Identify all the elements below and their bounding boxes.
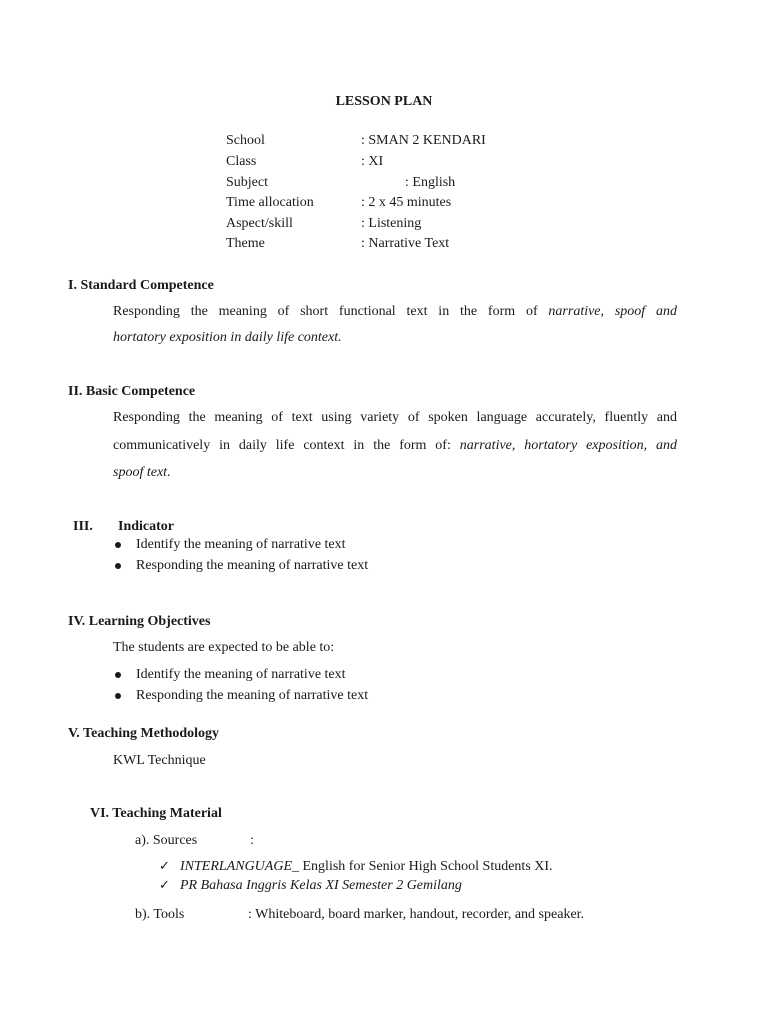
document-title: LESSON PLAN bbox=[335, 94, 433, 109]
checkmark-icon: ✓ bbox=[159, 859, 170, 874]
bullet-icon bbox=[115, 693, 121, 699]
basic-competence-line-1: Responding the meaning of text using variety of spoken language accurately, fluently and bbox=[113, 410, 677, 425]
sources-label: a). Sources bbox=[135, 833, 198, 848]
section-heading-teaching-methodology: V. Teaching Methodology bbox=[68, 726, 220, 741]
info-label-school: School bbox=[226, 133, 265, 148]
bullet-icon bbox=[115, 672, 121, 678]
standard-competence-text-types: narrative, spoof and bbox=[548, 304, 677, 319]
bullet-icon bbox=[115, 563, 121, 569]
standard-competence-line-2: hortatory exposition in daily life context. bbox=[113, 330, 342, 345]
basic-competence-period: . bbox=[167, 465, 171, 480]
basic-competence-text-type-last: spoof text bbox=[113, 465, 168, 480]
tools-label: b). Tools bbox=[135, 907, 185, 922]
source-item-1-title: INTERLANGUAGE bbox=[180, 859, 292, 874]
basic-competence-text-types: narrative, hortatory exposition, and bbox=[459, 438, 678, 453]
standard-competence-text: Responding the meaning of short functional text in the form of bbox=[113, 304, 538, 319]
learning-objective-item-2: Responding the meaning of narrative text bbox=[136, 688, 369, 703]
basic-competence-text: communicatively in daily life context in the form of: bbox=[113, 438, 451, 453]
info-value-class: : XI bbox=[361, 154, 384, 169]
section-heading-teaching-material: VI. Teaching Material bbox=[90, 806, 222, 821]
section-numeral-indicator: III. bbox=[73, 519, 93, 534]
info-label-aspect-skill: Aspect/skill bbox=[226, 216, 293, 231]
info-label-time-allocation: Time allocation bbox=[226, 195, 314, 210]
info-value-subject: : English bbox=[405, 175, 456, 190]
info-label-theme: Theme bbox=[226, 236, 265, 251]
info-value-time-allocation: : 2 x 45 minutes bbox=[361, 195, 452, 210]
info-value-aspect-skill: : Listening bbox=[361, 216, 422, 231]
info-value-theme: : Narrative Text bbox=[361, 236, 450, 251]
sources-colon: : bbox=[250, 833, 254, 848]
info-value-school: : SMAN 2 KENDARI bbox=[361, 133, 486, 148]
info-label-class: Class bbox=[226, 154, 257, 169]
checkmark-icon: ✓ bbox=[159, 878, 170, 893]
standard-competence-line-1 bbox=[113, 303, 677, 321]
learning-objective-item-1: Identify the meaning of narrative text bbox=[136, 667, 346, 682]
indicator-item-2: Responding the meaning of narrative text bbox=[136, 558, 369, 573]
section-heading-basic-competence: II. Basic Competence bbox=[68, 384, 196, 399]
teaching-methodology-content: KWL Technique bbox=[113, 753, 206, 768]
learning-objectives-intro: The students are expected to be able to: bbox=[113, 640, 335, 655]
source-item-1-rest: _ English for Senior High School Students XI. bbox=[292, 859, 553, 874]
tools-value: : Whiteboard, board marker, handout, recorder, and speaker. bbox=[248, 907, 585, 922]
info-label-subject: Subject bbox=[226, 175, 268, 190]
source-item-2: PR Bahasa Inggris Kelas XI Semester 2 Gemilang bbox=[180, 878, 462, 893]
source-item-1 bbox=[180, 858, 553, 876]
basic-competence-line-2 bbox=[113, 437, 677, 455]
section-heading-indicator: Indicator bbox=[118, 519, 174, 534]
section-heading-standard-competence: I. Standard Competence bbox=[68, 278, 214, 293]
bullet-icon bbox=[115, 542, 121, 548]
indicator-item-1: Identify the meaning of narrative text bbox=[136, 537, 346, 552]
section-heading-learning-objectives: IV. Learning Objectives bbox=[68, 614, 211, 629]
basic-competence-line-3 bbox=[113, 464, 171, 482]
